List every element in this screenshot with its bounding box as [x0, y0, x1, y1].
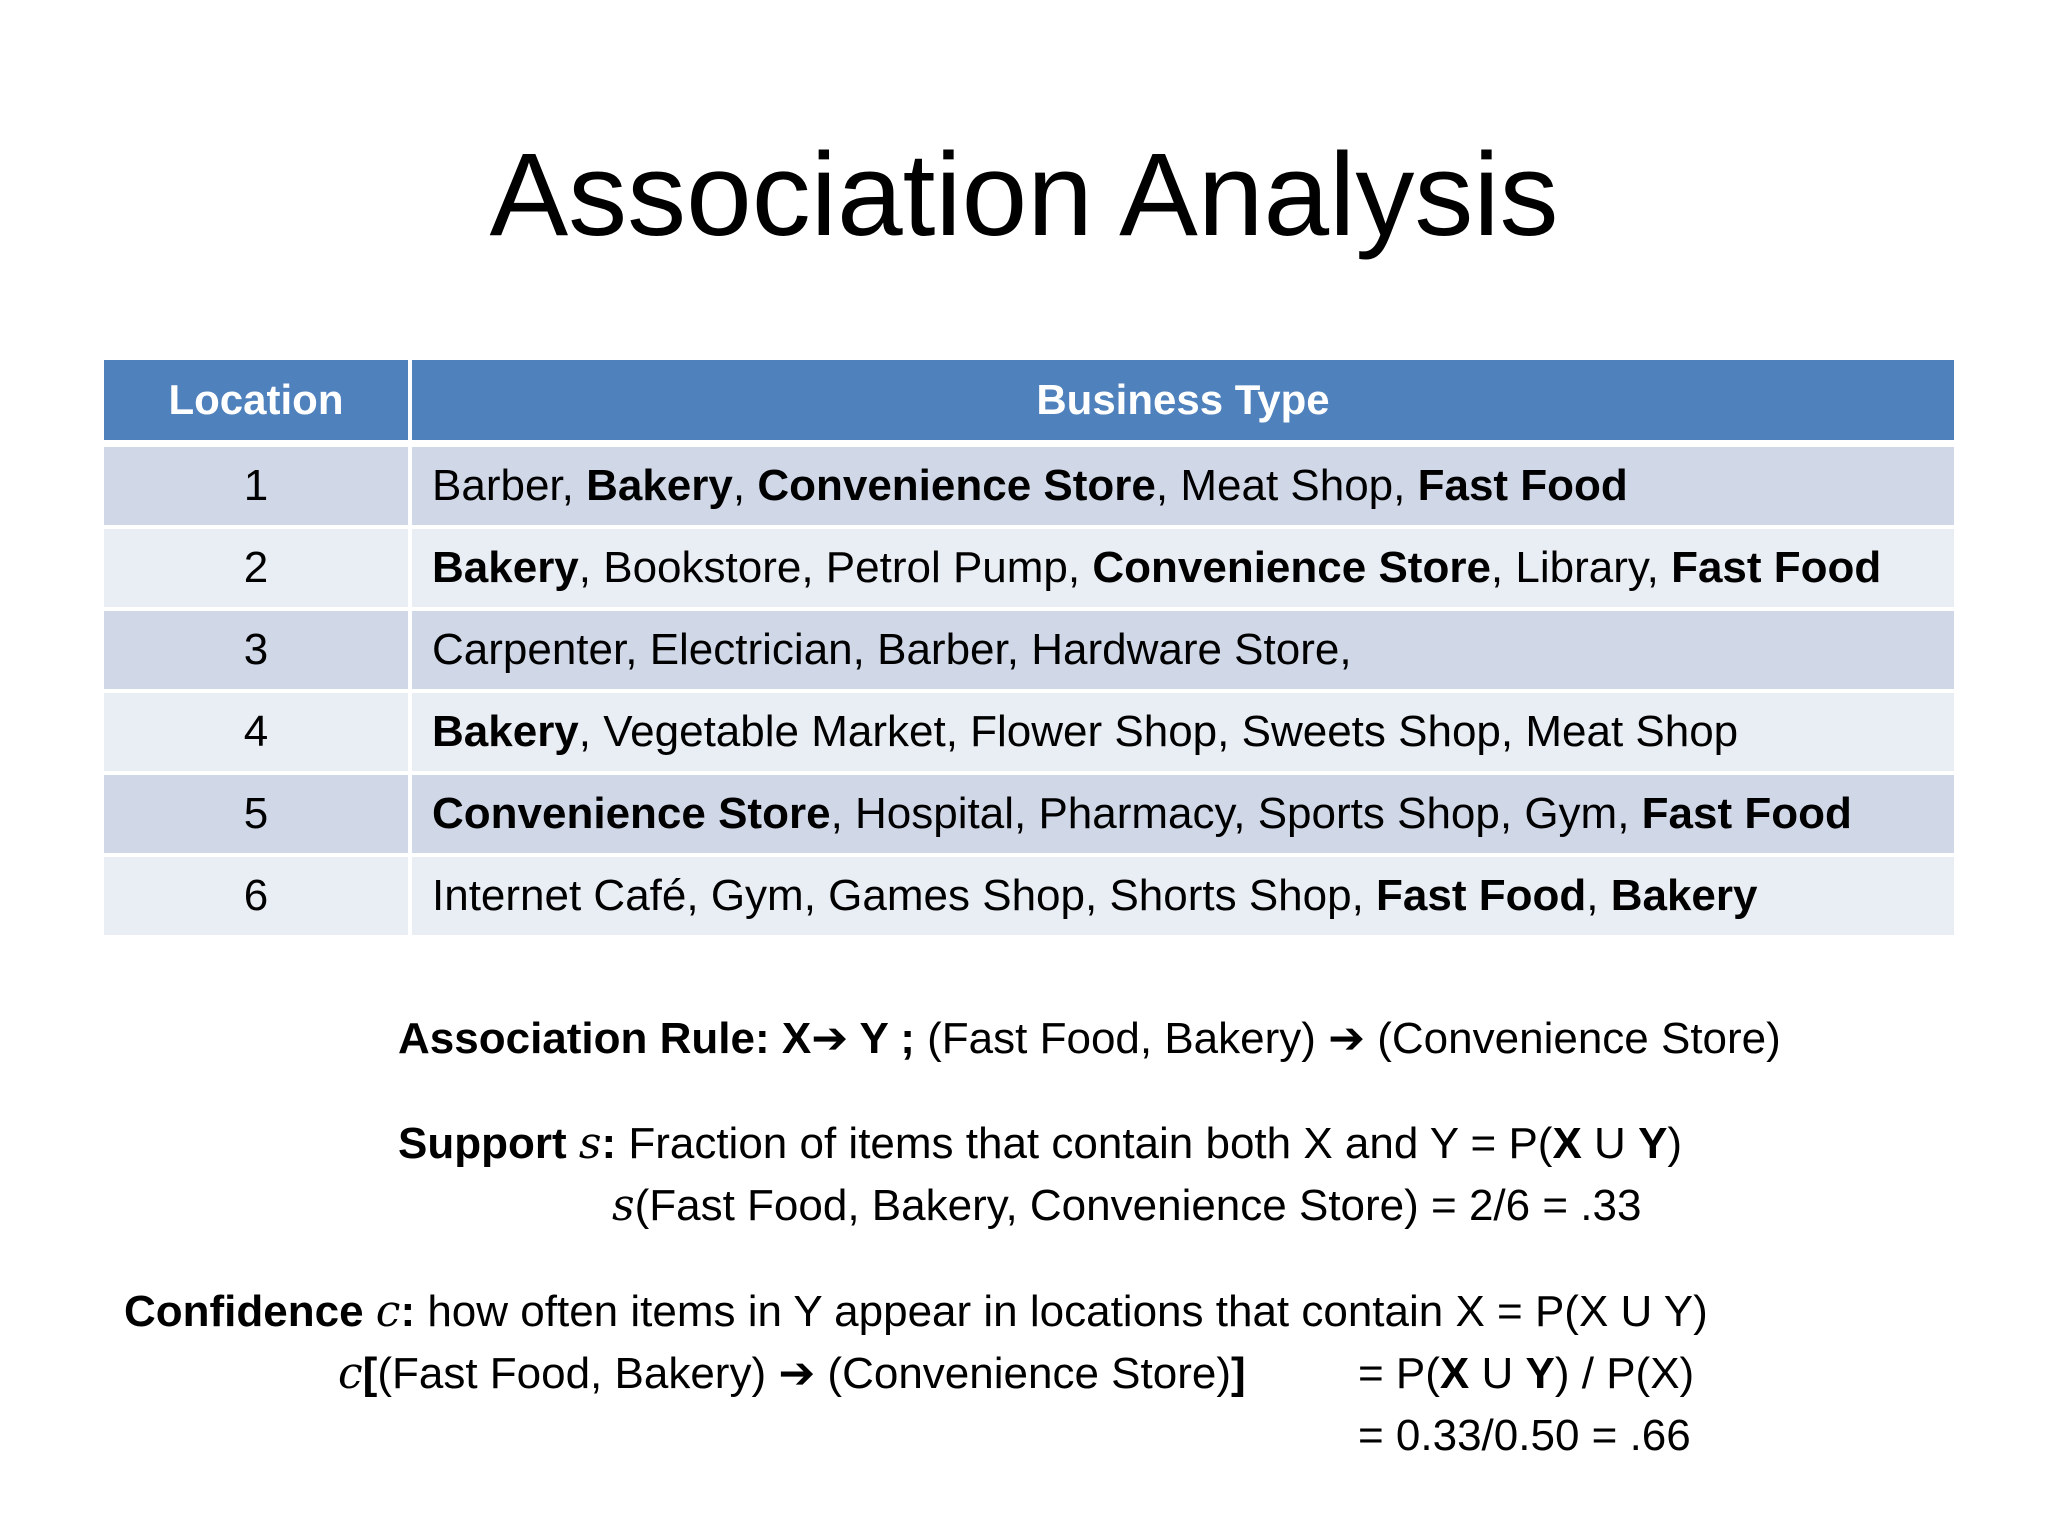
confidence-definition: how often items in Y appear in locations that contain X = P(X U Y)	[415, 1287, 1708, 1336]
header-location: Location	[104, 360, 410, 444]
location-cell: 3	[104, 609, 410, 691]
business-type-item: Pharmacy	[1038, 789, 1234, 838]
confidence-example-line	[338, 1348, 1246, 1400]
business-type-item: Bakery	[1610, 871, 1758, 920]
confidence-close-bracket: ]	[1230, 1349, 1246, 1398]
business-type-item: Petrol Pump	[825, 543, 1068, 592]
business-type-item: Games Shop	[828, 871, 1085, 920]
business-types-cell: Convenience Store, Hospital, Pharmacy, Sports Shop, Gym, Fast Food	[410, 773, 1954, 855]
support-union: U	[1581, 1119, 1639, 1168]
slide-title: Association Analysis	[489, 129, 1559, 261]
business-type-item: Bookstore	[603, 543, 802, 592]
table-row	[104, 855, 1954, 937]
header-business-type: Business Type	[410, 360, 1954, 444]
support-example-symbol: s	[612, 1180, 635, 1231]
confidence-colon: :	[400, 1287, 416, 1336]
location-cell: 5	[104, 773, 410, 855]
rule-y-label: Y ;	[848, 1014, 915, 1063]
rule-arrow-icon-2: ➔	[1328, 1014, 1366, 1063]
business-type-item: Hardware Store	[1031, 625, 1340, 674]
confidence-formula-prefix: = P(	[1358, 1349, 1440, 1398]
business-type-item: Fast Food	[1671, 543, 1882, 592]
table-row	[104, 527, 1954, 609]
business-type-item: Bakery	[432, 543, 579, 592]
support-x: X	[1552, 1119, 1582, 1168]
business-type-item: Fast Food	[1417, 461, 1628, 510]
confidence-example-lhs: (Fast Food, Bakery)	[377, 1349, 779, 1398]
business-types-cell: Internet Café, Gym, Games Shop, Shorts Shop, Fast Food, Bakery	[410, 855, 1954, 937]
association-rule-line	[398, 1013, 1781, 1065]
support-y: Y	[1638, 1119, 1668, 1168]
business-table	[104, 360, 1954, 939]
business-type-item: Convenience Store	[1092, 543, 1491, 592]
business-type-item: Bakery	[586, 461, 733, 510]
business-type-item: Sweets Shop	[1241, 707, 1501, 756]
table-body	[104, 444, 1954, 938]
support-example-line	[612, 1180, 1641, 1232]
confidence-example-symbol: c	[338, 1348, 363, 1399]
business-type-item: Vegetable Market	[603, 707, 946, 756]
table-row	[104, 609, 1954, 691]
support-definition-line	[398, 1118, 1682, 1170]
rule-label: Association Rule: X	[398, 1014, 812, 1063]
confidence-formula-x: X	[1439, 1349, 1470, 1398]
confidence-symbol: c	[375, 1286, 401, 1337]
business-type-item: Barber	[432, 461, 562, 510]
confidence-arrow-icon: ➔	[778, 1349, 816, 1398]
business-type-item: Hospital	[855, 789, 1014, 838]
rule-lhs: (Fast Food, Bakery)	[914, 1014, 1329, 1063]
rule-rhs: (Convenience Store)	[1365, 1014, 1781, 1063]
business-type-item: Convenience Store	[432, 789, 831, 838]
business-types-cell: Bakery, Bookstore, Petrol Pump, Convenience Store, Library, Fast Food	[410, 527, 1954, 609]
support-symbol: s	[578, 1118, 602, 1169]
confidence-formula-y: Y	[1525, 1349, 1555, 1398]
business-types-cell: Barber, Bakery, Convenience Store, Meat Shop, Fast Food	[410, 444, 1954, 528]
location-cell: 1	[104, 444, 410, 528]
business-type-item: Internet Café	[432, 871, 687, 920]
confidence-open-bracket: [	[362, 1349, 378, 1398]
business-type-item: Shorts Shop	[1109, 871, 1352, 920]
business-type-item: Convenience Store	[757, 461, 1156, 510]
business-type-item: Bakery	[432, 707, 579, 756]
location-cell: 2	[104, 527, 410, 609]
table-header-row	[104, 360, 1954, 444]
business-type-item: Barber	[877, 625, 1007, 674]
support-close: )	[1667, 1119, 1683, 1168]
business-type-item: Fast Food	[1376, 871, 1587, 920]
business-type-item: Gym	[710, 871, 804, 920]
confidence-formula-line	[1358, 1348, 1694, 1400]
rule-arrow-icon: ➔	[811, 1014, 849, 1063]
business-type-item: Library	[1515, 543, 1647, 592]
business-type-item: Gym	[1524, 789, 1618, 838]
business-type-item: Carpenter	[432, 625, 626, 674]
table-row	[104, 773, 1954, 855]
location-cell: 4	[104, 691, 410, 773]
confidence-definition-line	[124, 1286, 1708, 1338]
location-cell: 6	[104, 855, 410, 937]
business-type-item: Flower Shop	[970, 707, 1218, 756]
confidence-label: Confidence	[124, 1287, 376, 1336]
business-type-item: Sports Shop	[1257, 789, 1500, 838]
support-colon: :	[601, 1119, 617, 1168]
confidence-formula-union: U	[1469, 1349, 1526, 1398]
business-type-item: Meat Shop	[1180, 461, 1394, 510]
support-label: Support	[398, 1119, 579, 1168]
table-row	[104, 691, 1954, 773]
support-definition: Fraction of items that contain both X and Y = P(	[616, 1119, 1553, 1168]
business-type-item: Fast Food	[1641, 789, 1852, 838]
confidence-formula-suffix: ) / P(X)	[1554, 1349, 1695, 1398]
confidence-result-line: = 0.33/0.50 = .66	[1358, 1411, 1691, 1460]
business-types-cell: Carpenter, Electrician, Barber, Hardware Store,	[410, 609, 1954, 691]
business-type-item: Electrician	[649, 625, 853, 674]
business-types-cell: Bakery, Vegetable Market, Flower Shop, Sweets Shop, Meat Shop	[410, 691, 1954, 773]
confidence-example-rhs: (Convenience Store)	[815, 1349, 1231, 1398]
support-example: (Fast Food, Bakery, Convenience Store) = 2/6 = .33	[634, 1181, 1642, 1230]
table-row	[104, 444, 1954, 528]
business-type-item: Meat Shop	[1525, 707, 1739, 756]
